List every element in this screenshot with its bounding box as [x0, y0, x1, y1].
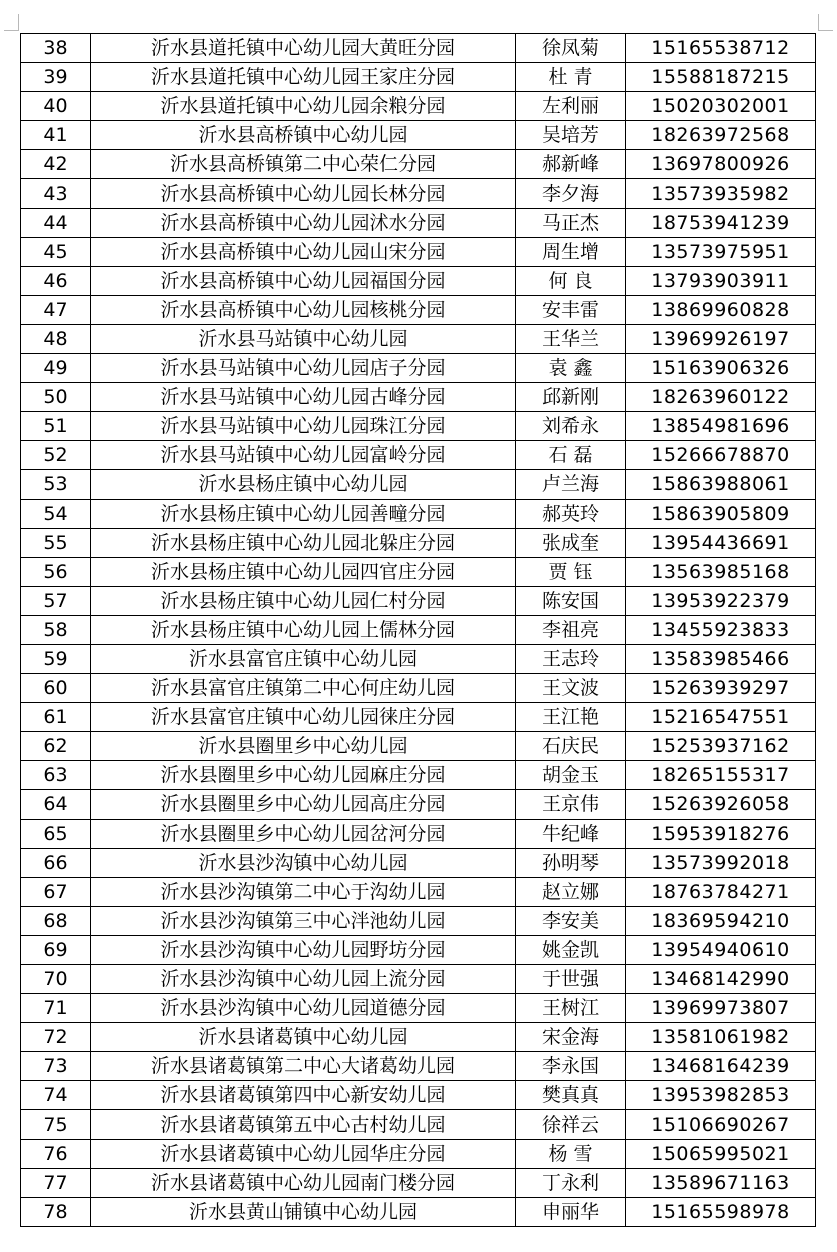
row-number-cell: 50: [21, 383, 91, 412]
contact-phone-cell: 15163906326: [626, 354, 816, 383]
table-row: [21, 63, 816, 92]
table-row: [21, 412, 816, 441]
contact-phone-cell: 15863905809: [626, 499, 816, 528]
contact-person-cell: 申丽华: [516, 1197, 626, 1226]
row-number-cell: 73: [21, 1052, 91, 1081]
table-row: [21, 586, 816, 615]
kindergarten-name-cell: 沂水县诸葛镇第二中心大诸葛幼儿园: [91, 1052, 516, 1081]
row-number-cell: 71: [21, 994, 91, 1023]
row-number-cell: 42: [21, 150, 91, 179]
table-row: [21, 732, 816, 761]
contact-phone-cell: 15266678870: [626, 441, 816, 470]
kindergarten-name-cell: 沂水县马站镇中心幼儿园古峰分园: [91, 383, 516, 412]
kindergarten-name-cell: 沂水县黄山铺镇中心幼儿园: [91, 1197, 516, 1226]
contact-person-cell: 李夕海: [516, 179, 626, 208]
kindergarten-name-cell: 沂水县沙沟镇中心幼儿园野坊分园: [91, 935, 516, 964]
table-row: [21, 441, 816, 470]
contact-person-cell: 何 良: [516, 266, 626, 295]
kindergarten-name-cell: 沂水县圈里乡中心幼儿园: [91, 732, 516, 761]
contact-phone-cell: 13953982853: [626, 1081, 816, 1110]
kindergarten-name-cell: 沂水县马站镇中心幼儿园店子分园: [91, 354, 516, 383]
contact-person-cell: 张成奎: [516, 528, 626, 557]
kindergarten-name-cell: 沂水县杨庄镇中心幼儿园上儒林分园: [91, 615, 516, 644]
table-row: [21, 877, 816, 906]
row-number-cell: 38: [21, 34, 91, 63]
contact-person-cell: 邱新刚: [516, 383, 626, 412]
kindergarten-name-cell: 沂水县沙沟镇第三中心泮池幼儿园: [91, 906, 516, 935]
row-number-cell: 46: [21, 266, 91, 295]
contact-phone-cell: 13697800926: [626, 150, 816, 179]
contact-person-cell: 郝新峰: [516, 150, 626, 179]
row-number-cell: 69: [21, 935, 91, 964]
kindergarten-name-cell: 沂水县富官庄镇中心幼儿园: [91, 644, 516, 673]
kindergarten-name-cell: 沂水县高桥镇中心幼儿园沭水分园: [91, 208, 516, 237]
contact-phone-cell: 13468142990: [626, 965, 816, 994]
kindergarten-name-cell: 沂水县道托镇中心幼儿园王家庄分园: [91, 63, 516, 92]
contact-phone-cell: 15216547551: [626, 703, 816, 732]
kindergarten-name-cell: 沂水县沙沟镇中心幼儿园上流分园: [91, 965, 516, 994]
table-row: [21, 703, 816, 732]
row-number-cell: 57: [21, 586, 91, 615]
contact-person-cell: 刘希永: [516, 412, 626, 441]
row-number-cell: 59: [21, 644, 91, 673]
table-row: [21, 499, 816, 528]
contact-person-cell: 宋金海: [516, 1023, 626, 1052]
contact-person-cell: 李祖亮: [516, 615, 626, 644]
row-number-cell: 58: [21, 615, 91, 644]
table-row: [21, 1023, 816, 1052]
row-number-cell: 55: [21, 528, 91, 557]
contact-person-cell: 王树江: [516, 994, 626, 1023]
table-row: [21, 906, 816, 935]
row-number-cell: 65: [21, 819, 91, 848]
contact-person-cell: 马正杰: [516, 208, 626, 237]
table-row: [21, 34, 816, 63]
contact-phone-cell: 15165598978: [626, 1197, 816, 1226]
table-row: [21, 819, 816, 848]
contact-person-cell: 杨 雪: [516, 1139, 626, 1168]
contact-person-cell: 贾 钰: [516, 557, 626, 586]
row-number-cell: 63: [21, 761, 91, 790]
table-row: [21, 1110, 816, 1139]
contact-phone-cell: 15020302001: [626, 92, 816, 121]
row-number-cell: 47: [21, 295, 91, 324]
row-number-cell: 68: [21, 906, 91, 935]
contact-phone-cell: 15065995021: [626, 1139, 816, 1168]
table-row: [21, 528, 816, 557]
row-number-cell: 54: [21, 499, 91, 528]
contact-person-cell: 于世强: [516, 965, 626, 994]
contact-person-cell: 郝英玲: [516, 499, 626, 528]
contact-person-cell: 姚金凯: [516, 935, 626, 964]
table-row: [21, 237, 816, 266]
kindergarten-name-cell: 沂水县圈里乡中心幼儿园高庄分园: [91, 790, 516, 819]
table-row: [21, 383, 816, 412]
row-number-cell: 72: [21, 1023, 91, 1052]
contact-person-cell: 徐祥云: [516, 1110, 626, 1139]
table-row: [21, 994, 816, 1023]
contact-person-cell: 王华兰: [516, 324, 626, 353]
contact-phone-cell: 18263972568: [626, 121, 816, 150]
contact-phone-cell: 13793903911: [626, 266, 816, 295]
kindergarten-name-cell: 沂水县沙沟镇中心幼儿园: [91, 848, 516, 877]
table-row: [21, 965, 816, 994]
table-row: [21, 1197, 816, 1226]
table-row: [21, 761, 816, 790]
kindergarten-name-cell: 沂水县高桥镇中心幼儿园长林分园: [91, 179, 516, 208]
table-row: [21, 266, 816, 295]
contact-person-cell: 赵立娜: [516, 877, 626, 906]
table-row: [21, 295, 816, 324]
contact-phone-cell: 13573975951: [626, 237, 816, 266]
contact-phone-cell: 18763784271: [626, 877, 816, 906]
row-number-cell: 43: [21, 179, 91, 208]
kindergarten-name-cell: 沂水县马站镇中心幼儿园: [91, 324, 516, 353]
contact-person-cell: 徐凤菊: [516, 34, 626, 63]
contact-phone-cell: 13869960828: [626, 295, 816, 324]
contact-phone-cell: 18753941239: [626, 208, 816, 237]
row-number-cell: 62: [21, 732, 91, 761]
contact-phone-cell: 13455923833: [626, 615, 816, 644]
table-row: [21, 92, 816, 121]
kindergarten-name-cell: 沂水县沙沟镇第二中心于沟幼儿园: [91, 877, 516, 906]
kindergarten-name-cell: 沂水县道托镇中心幼儿园大黄旺分园: [91, 34, 516, 63]
page-corner-mark-left: [4, 14, 19, 31]
contact-phone-cell: 13969926197: [626, 324, 816, 353]
contact-phone-cell: 18263960122: [626, 383, 816, 412]
table-row: [21, 121, 816, 150]
table-row: [21, 1139, 816, 1168]
contact-person-cell: 王京伟: [516, 790, 626, 819]
kindergarten-contact-table: [20, 33, 816, 1227]
contact-phone-cell: 15953918276: [626, 819, 816, 848]
contact-person-cell: 李永国: [516, 1052, 626, 1081]
kindergarten-name-cell: 沂水县诸葛镇中心幼儿园: [91, 1023, 516, 1052]
kindergarten-name-cell: 沂水县圈里乡中心幼儿园麻庄分园: [91, 761, 516, 790]
kindergarten-name-cell: 沂水县诸葛镇第五中心古村幼儿园: [91, 1110, 516, 1139]
contact-person-cell: 樊真真: [516, 1081, 626, 1110]
kindergarten-name-cell: 沂水县高桥镇中心幼儿园核桃分园: [91, 295, 516, 324]
contact-phone-cell: 13581061982: [626, 1023, 816, 1052]
contact-phone-cell: 15253937162: [626, 732, 816, 761]
table-row: [21, 324, 816, 353]
table-row: [21, 790, 816, 819]
row-number-cell: 52: [21, 441, 91, 470]
contact-person-cell: 李安美: [516, 906, 626, 935]
kindergarten-name-cell: 沂水县杨庄镇中心幼儿园: [91, 470, 516, 499]
kindergarten-name-cell: 沂水县高桥镇中心幼儿园山宋分园: [91, 237, 516, 266]
contact-person-cell: 王江艳: [516, 703, 626, 732]
kindergarten-name-cell: 沂水县杨庄镇中心幼儿园仁村分园: [91, 586, 516, 615]
row-number-cell: 61: [21, 703, 91, 732]
kindergarten-name-cell: 沂水县杨庄镇中心幼儿园四官庄分园: [91, 557, 516, 586]
table-row: [21, 1168, 816, 1197]
kindergarten-name-cell: 沂水县高桥镇第二中心荣仁分园: [91, 150, 516, 179]
contact-phone-cell: 13969973807: [626, 994, 816, 1023]
row-number-cell: 66: [21, 848, 91, 877]
contact-person-cell: 左利丽: [516, 92, 626, 121]
contact-phone-cell: 13468164239: [626, 1052, 816, 1081]
kindergarten-name-cell: 沂水县诸葛镇第四中心新安幼儿园: [91, 1081, 516, 1110]
row-number-cell: 78: [21, 1197, 91, 1226]
table-row: [21, 848, 816, 877]
contact-person-cell: 杜 青: [516, 63, 626, 92]
contact-person-cell: 石庆民: [516, 732, 626, 761]
row-number-cell: 45: [21, 237, 91, 266]
row-number-cell: 53: [21, 470, 91, 499]
kindergarten-name-cell: 沂水县马站镇中心幼儿园富岭分园: [91, 441, 516, 470]
row-number-cell: 75: [21, 1110, 91, 1139]
contact-phone-cell: 15106690267: [626, 1110, 816, 1139]
row-number-cell: 41: [21, 121, 91, 150]
row-number-cell: 60: [21, 674, 91, 703]
row-number-cell: 48: [21, 324, 91, 353]
row-number-cell: 56: [21, 557, 91, 586]
table-row: [21, 935, 816, 964]
row-number-cell: 67: [21, 877, 91, 906]
row-number-cell: 51: [21, 412, 91, 441]
table-row: [21, 179, 816, 208]
contact-phone-cell: 15263939297: [626, 674, 816, 703]
contact-phone-cell: 13583985466: [626, 644, 816, 673]
contact-person-cell: 牛纪峰: [516, 819, 626, 848]
kindergarten-name-cell: 沂水县高桥镇中心幼儿园: [91, 121, 516, 150]
kindergarten-name-cell: 沂水县沙沟镇中心幼儿园道德分园: [91, 994, 516, 1023]
kindergarten-name-cell: 沂水县富官庄镇第二中心何庄幼儿园: [91, 674, 516, 703]
row-number-cell: 40: [21, 92, 91, 121]
kindergarten-name-cell: 沂水县马站镇中心幼儿园珠江分园: [91, 412, 516, 441]
contact-phone-cell: 15263926058: [626, 790, 816, 819]
contact-person-cell: 胡金玉: [516, 761, 626, 790]
contact-person-cell: 王志玲: [516, 644, 626, 673]
contact-person-cell: 安丰雷: [516, 295, 626, 324]
contact-phone-cell: 13954436691: [626, 528, 816, 557]
contact-phone-cell: 15588187215: [626, 63, 816, 92]
contact-phone-cell: 13573935982: [626, 179, 816, 208]
contact-phone-cell: 13563985168: [626, 557, 816, 586]
contact-person-cell: 孙明琴: [516, 848, 626, 877]
contact-phone-cell: 13589671163: [626, 1168, 816, 1197]
page-corner-mark-right: [818, 14, 833, 31]
table-row: [21, 1052, 816, 1081]
row-number-cell: 70: [21, 965, 91, 994]
contact-phone-cell: 18265155317: [626, 761, 816, 790]
contact-phone-cell: 18369594210: [626, 906, 816, 935]
row-number-cell: 44: [21, 208, 91, 237]
contact-phone-cell: 15165538712: [626, 34, 816, 63]
kindergarten-name-cell: 沂水县富官庄镇中心幼儿园徕庄分园: [91, 703, 516, 732]
row-number-cell: 64: [21, 790, 91, 819]
table-row: [21, 644, 816, 673]
contact-person-cell: 石 磊: [516, 441, 626, 470]
contact-phone-cell: 15863988061: [626, 470, 816, 499]
table-body: [21, 34, 816, 1227]
kindergarten-name-cell: 沂水县高桥镇中心幼儿园福国分园: [91, 266, 516, 295]
contact-person-cell: 周生增: [516, 237, 626, 266]
contact-person-cell: 袁 鑫: [516, 354, 626, 383]
contact-person-cell: 吴培芳: [516, 121, 626, 150]
table-row: [21, 208, 816, 237]
table-row: [21, 354, 816, 383]
row-number-cell: 39: [21, 63, 91, 92]
contact-person-cell: 卢兰海: [516, 470, 626, 499]
row-number-cell: 76: [21, 1139, 91, 1168]
table-row: [21, 1081, 816, 1110]
kindergarten-name-cell: 沂水县杨庄镇中心幼儿园北躲庄分园: [91, 528, 516, 557]
contact-phone-cell: 13953922379: [626, 586, 816, 615]
contact-phone-cell: 13573992018: [626, 848, 816, 877]
contact-person-cell: 王文波: [516, 674, 626, 703]
table-row: [21, 150, 816, 179]
kindergarten-name-cell: 沂水县诸葛镇中心幼儿园华庄分园: [91, 1139, 516, 1168]
kindergarten-name-cell: 沂水县诸葛镇中心幼儿园南门楼分园: [91, 1168, 516, 1197]
row-number-cell: 74: [21, 1081, 91, 1110]
kindergarten-name-cell: 沂水县圈里乡中心幼儿园岔河分园: [91, 819, 516, 848]
table-row: [21, 470, 816, 499]
table-row: [21, 557, 816, 586]
contact-person-cell: 丁永利: [516, 1168, 626, 1197]
contact-phone-cell: 13854981696: [626, 412, 816, 441]
kindergarten-name-cell: 沂水县道托镇中心幼儿园余粮分园: [91, 92, 516, 121]
table-row: [21, 615, 816, 644]
contact-phone-cell: 13954940610: [626, 935, 816, 964]
kindergarten-name-cell: 沂水县杨庄镇中心幼儿园善疃分园: [91, 499, 516, 528]
row-number-cell: 77: [21, 1168, 91, 1197]
contact-person-cell: 陈安国: [516, 586, 626, 615]
row-number-cell: 49: [21, 354, 91, 383]
table-row: [21, 674, 816, 703]
